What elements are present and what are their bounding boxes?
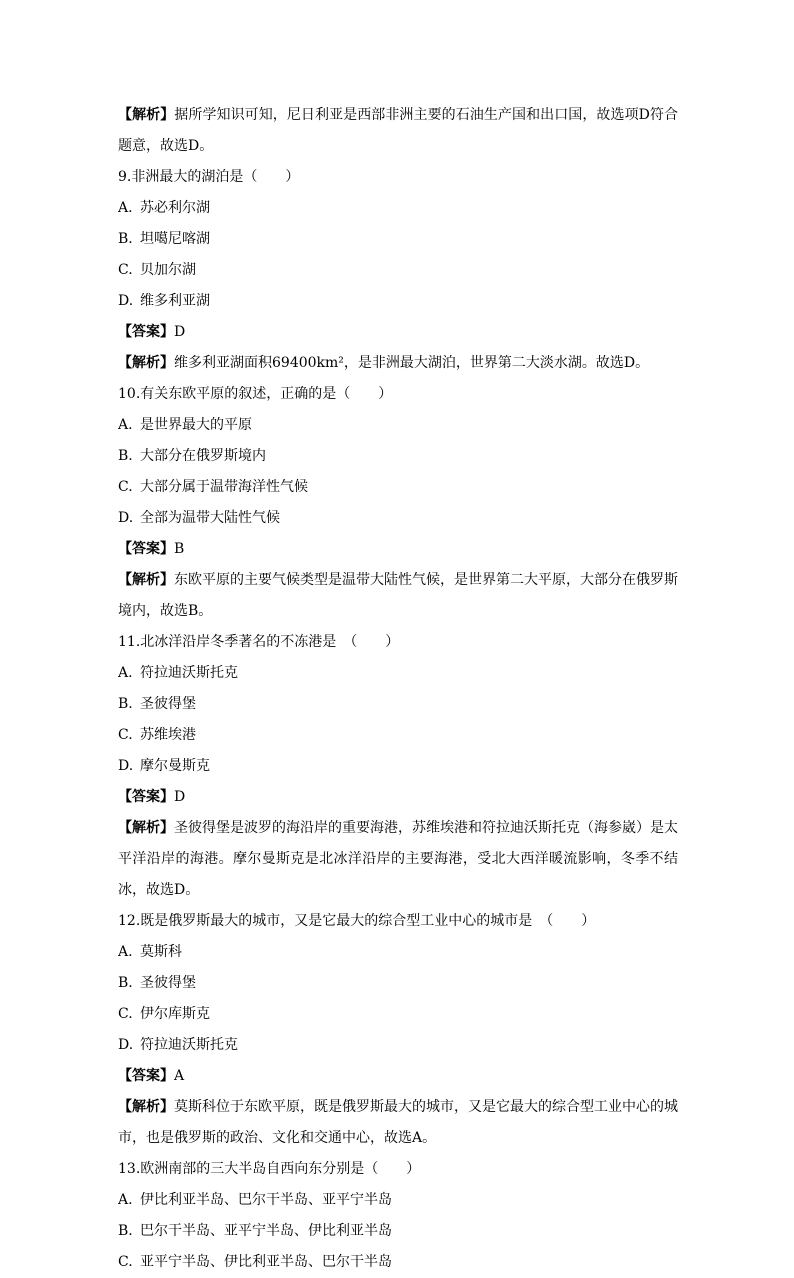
- answer-10: 【答案】B: [118, 541, 185, 557]
- option-a: A. 莫斯科: [118, 944, 182, 960]
- option-a: A. 伊比利亚半岛、巴尔干半岛、亚平宁半岛: [118, 1192, 392, 1208]
- analysis-10: 【解析】东欧平原的主要气候类型是温带大陆性气候，是世界第二大平原，大部分在俄罗斯境内，故选B。: [118, 572, 678, 619]
- option-b: B. 坦噶尼喀湖: [118, 231, 210, 247]
- option-c: C. 大部分属于温带海洋性气候: [118, 479, 308, 495]
- question-stem-13: 13.欧洲南部的三大半岛自西向东分别是（ ）: [118, 1161, 421, 1177]
- answer-9: 【答案】D: [118, 324, 186, 340]
- option-b: B. 巴尔干半岛、亚平宁半岛、伊比利亚半岛: [118, 1223, 392, 1239]
- analysis-9: 【解析】维多利亚湖面积69400km²，是非洲最大湖泊，世界第二大淡水湖。故选D。: [118, 355, 650, 371]
- option-d: D. 符拉迪沃斯托克: [118, 1037, 238, 1053]
- analysis-tag: 【解析】: [118, 107, 175, 123]
- option-c: C. 伊尔库斯克: [118, 1006, 210, 1022]
- answer-12: 【答案】A: [118, 1068, 185, 1084]
- analysis-11: 【解析】圣彼得堡是波罗的海沿岸的重要海港，苏维埃港和符拉迪沃斯托克（海参崴）是太平洋沿岸的海港。摩尔曼斯克是北冰洋沿岸的主要海港，受北大西洋暖流影响，冬季不结冰，故选D。: [118, 820, 678, 898]
- question-stem-10: 10.有关东欧平原的叙述，正确的是（ ）: [118, 386, 393, 402]
- q8-analysis: [118, 100, 678, 162]
- analysis-text: 据所学知识可知，尼日利亚是西部非洲主要的石油生产国和出口国，故选项D符合题意，故选D。: [118, 107, 679, 154]
- option-c: C. 苏维埃港: [118, 727, 196, 743]
- question-options-13: [118, 1185, 678, 1278]
- question-options-11: [118, 658, 678, 782]
- option-d: D. 维多利亚湖: [118, 293, 210, 309]
- question-options-12: [118, 937, 678, 1061]
- question-stem-11: 11.北冰洋沿岸冬季著名的不冻港是 （ ）: [118, 634, 400, 650]
- option-b: B. 圣彼得堡: [118, 975, 196, 991]
- option-a: A. 符拉迪沃斯托克: [118, 665, 238, 681]
- question-options-9: [118, 193, 678, 317]
- analysis-12: 【解析】莫斯科位于东欧平原，既是俄罗斯最大的城市，又是它最大的综合型工业中心的城市，也是俄罗斯的政治、文化和交通中心，故选A。: [118, 1099, 678, 1146]
- option-b: B. 圣彼得堡: [118, 696, 196, 712]
- option-c: C. 贝加尔湖: [118, 262, 196, 278]
- option-d: D. 全部为温带大陆性气候: [118, 510, 280, 526]
- question-stem-12: 12.既是俄罗斯最大的城市，又是它最大的综合型工业中心的城市是 （ ）: [118, 913, 596, 929]
- answer-11: 【答案】D: [118, 789, 186, 805]
- option-d: D. 摩尔曼斯克: [118, 758, 210, 774]
- option-b: B. 大部分在俄罗斯境内: [118, 448, 266, 464]
- question-options-10: [118, 410, 678, 534]
- option-c: C. 亚平宁半岛、伊比利亚半岛、巴尔干半岛: [118, 1254, 392, 1270]
- option-a: A. 苏必利尔湖: [118, 200, 210, 216]
- option-a: A. 是世界最大的平原: [118, 417, 252, 433]
- document-content: [118, 100, 678, 1278]
- question-stem-9: 9.非洲最大的湖泊是（ ）: [118, 169, 300, 185]
